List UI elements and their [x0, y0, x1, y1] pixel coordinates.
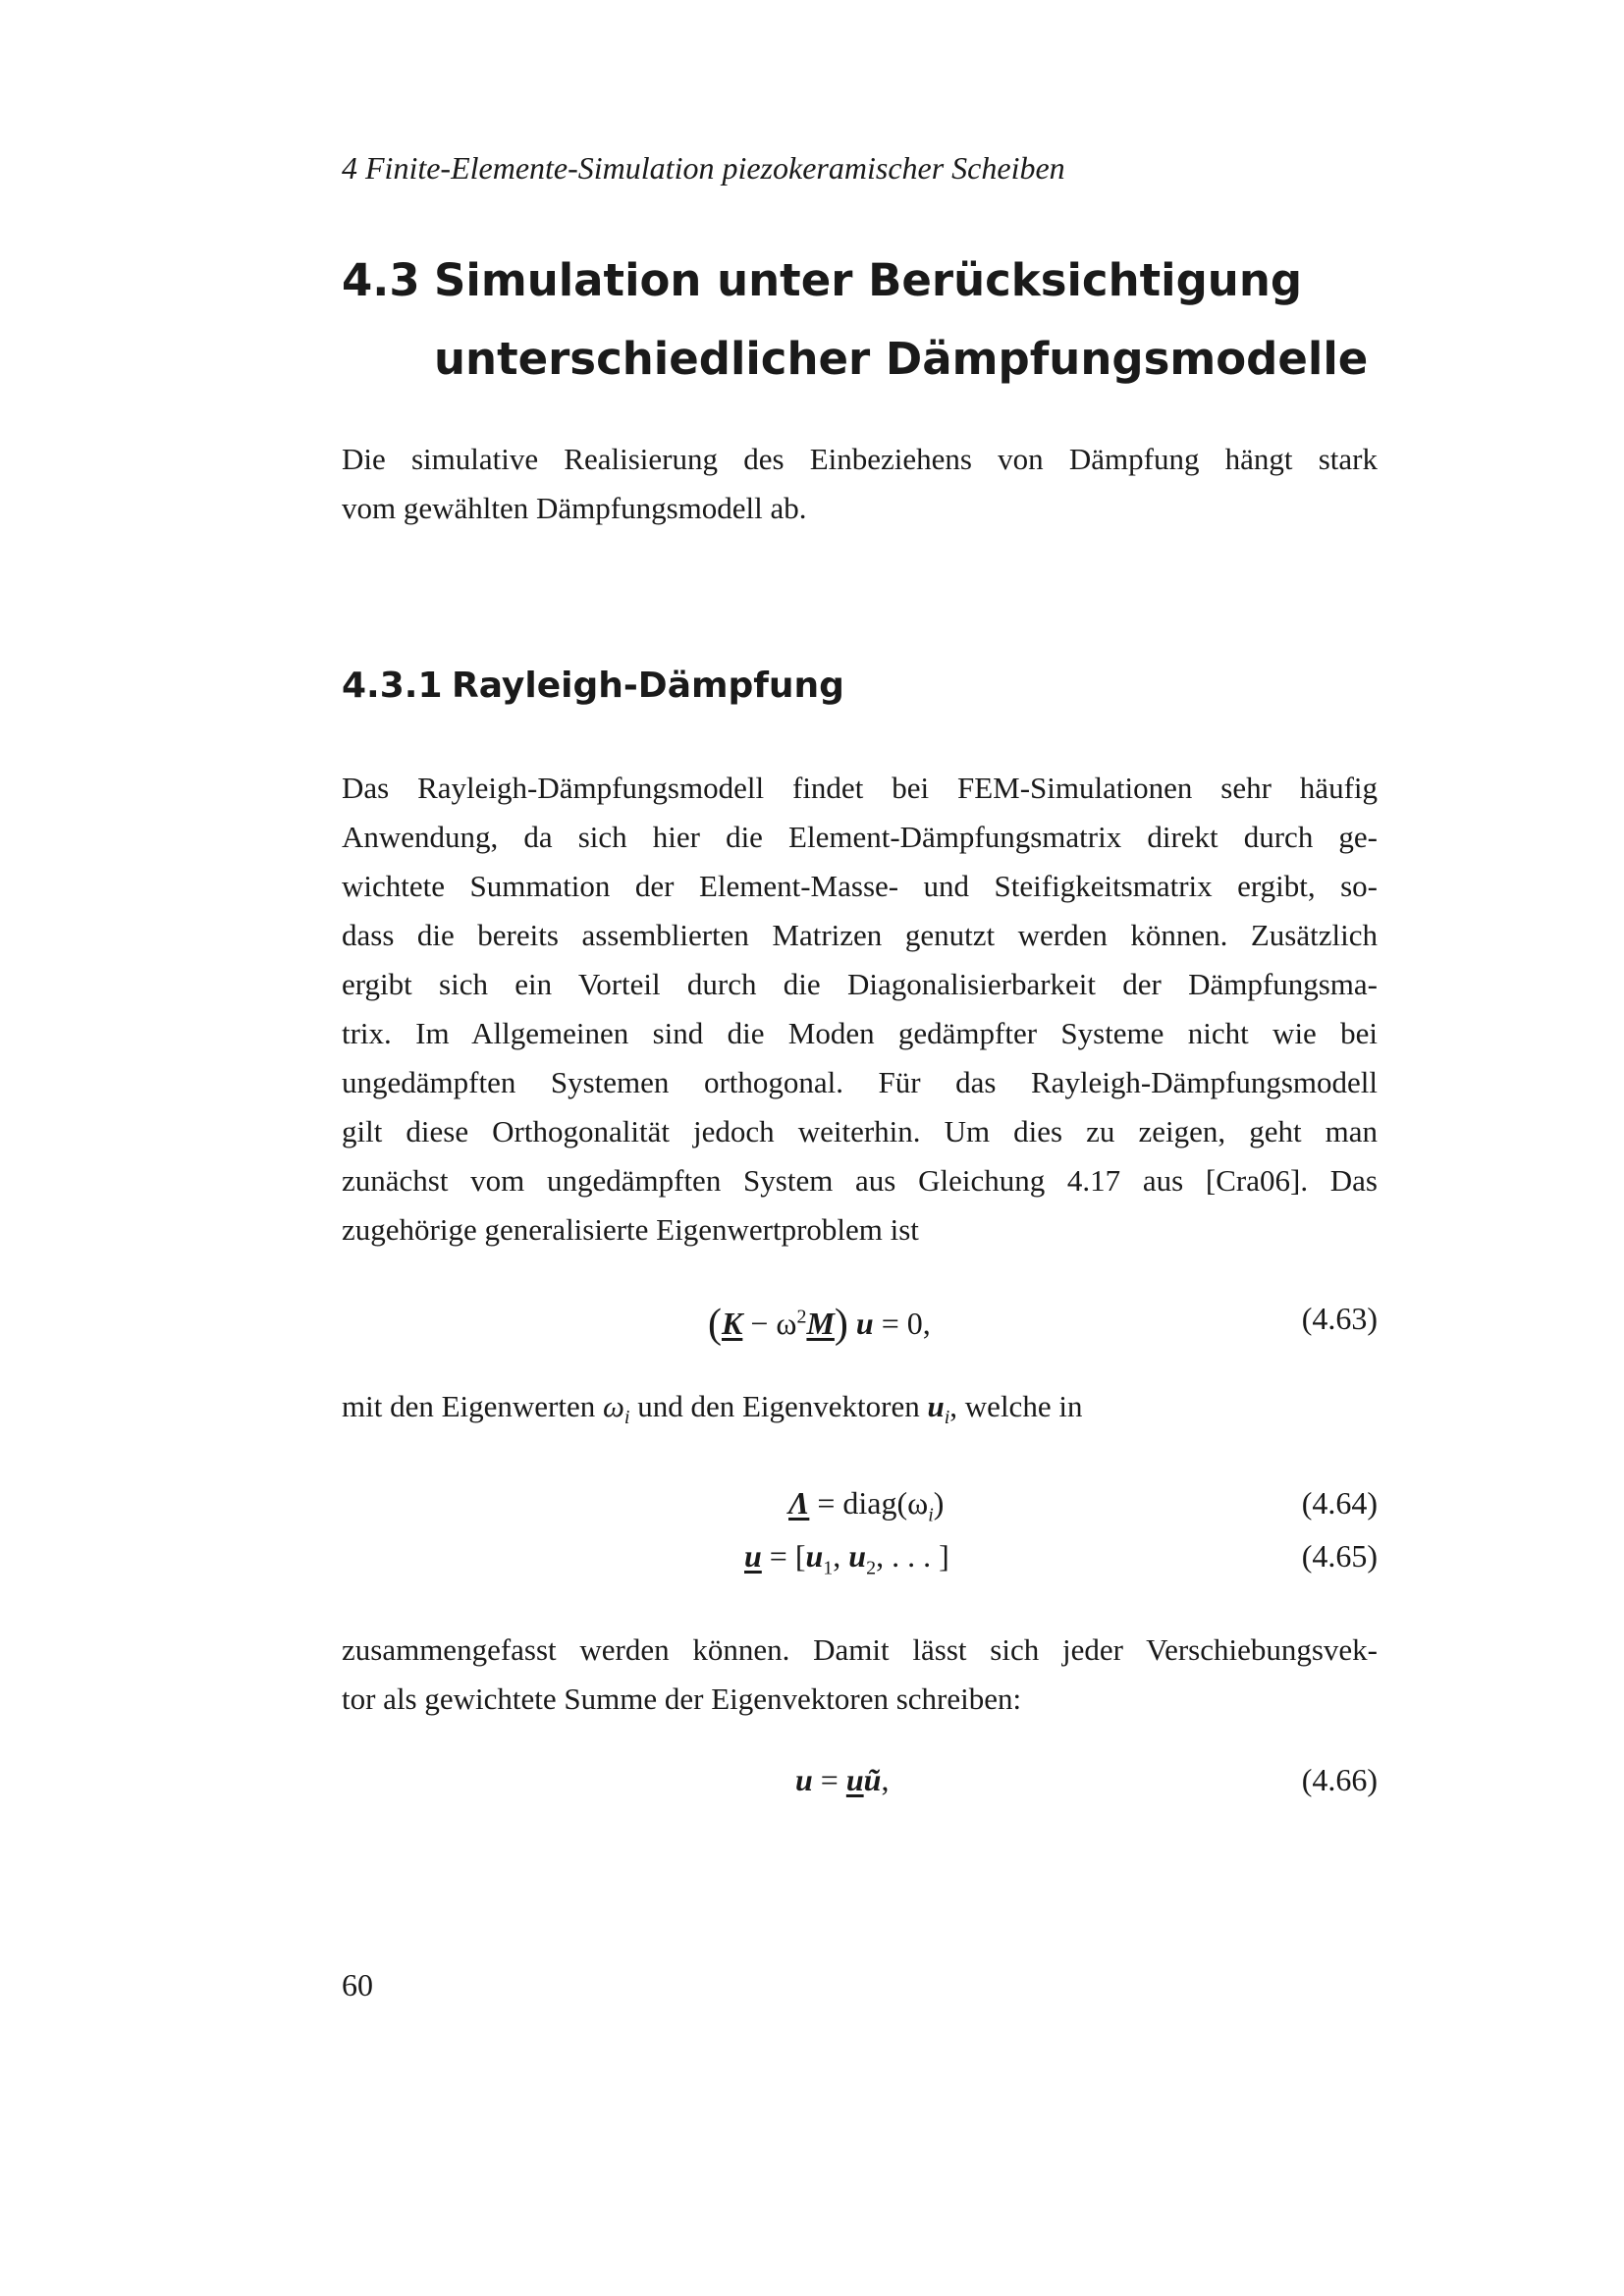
- text-line: mit den Eigenwerten $\omega_i$ und den Eigenvektoren $u_i$, welche in: [342, 1389, 1083, 1429]
- text-line: zusammengefasst werden können. Damit lässt sich jeder Verschiebungsvek-: [342, 1632, 1378, 1667]
- equation-body: u = uũ,: [795, 1762, 890, 1797]
- section-title-line-1: Simulation unter Berücksichtigung: [434, 254, 1303, 306]
- subsection-heading: [342, 666, 844, 706]
- text-line: ergibt sich ein Vorteil durch die Diagonalisierbarkeit der Dämpfungsma-: [342, 967, 1378, 1001]
- text-line: Die simulative Realisierung des Einbeziehens von Dämpfung hängt stark: [342, 442, 1378, 476]
- page-number: 60: [342, 1967, 373, 2002]
- equation-body: $(K - \omega^2M)$ u = 0,: [708, 1302, 931, 1347]
- subsection-number: 4.3.1: [342, 666, 443, 706]
- text-line: tor als gewichtete Summe der Eigenvektoren schreiben:: [342, 1682, 1022, 1716]
- text-line: dass die bereits assemblierten Matrizen genutzt werden können. Zusätzlich: [342, 918, 1378, 952]
- equation-4-65: [342, 1538, 1378, 1587]
- equation-4-66: [342, 1762, 1378, 1811]
- equation-number: (4.65): [1301, 1538, 1378, 1574]
- equation-body: $\Lambda = diag(\omega_i)$: [788, 1485, 945, 1526]
- text-line: zunächst vom ungedämpften System aus Gleichung 4.17 aus [Cra06]. Das: [342, 1163, 1378, 1198]
- equation-number: (4.64): [1301, 1485, 1378, 1521]
- text-line: zugehörige generalisierte Eigenwertproblem ist: [342, 1212, 919, 1247]
- section-heading: [342, 241, 1382, 399]
- intro-paragraph: [342, 435, 1378, 533]
- text-line: vom gewählten Dämpfungsmodell ab.: [342, 491, 807, 525]
- equation-number: (4.63): [1301, 1301, 1378, 1336]
- text-line: trix. Im Allgemeinen sind die Moden gedämpfter Systeme nicht wie bei: [342, 1016, 1378, 1050]
- text-line: wichtete Summation der Element-Masse- und Steifigkeitsmatrix ergibt, so-: [342, 869, 1378, 903]
- text-line: Anwendung, da sich hier die Element-Dämpfungsmatrix direkt durch ge-: [342, 820, 1378, 854]
- section-number: 4.3: [342, 254, 420, 306]
- subsection-title: Rayleigh-Dämpfung: [452, 666, 844, 706]
- equation-number: (4.66): [1301, 1762, 1378, 1797]
- text-line: gilt diese Orthogonalität jedoch weiterhin. Um dies zu zeigen, geht man: [342, 1114, 1378, 1148]
- running-head: 4 Finite-Elemente-Simulation piezokeramischer Scheiben: [342, 150, 1065, 186]
- equation-body: $u = [u_1$, $u_2$, . . . ]: [744, 1538, 949, 1579]
- equation-4-64: [342, 1485, 1378, 1534]
- text-line: Das Rayleigh-Dämpfungsmodell findet bei FEM-Simulationen sehr häufig: [342, 771, 1378, 805]
- eigenvalue-sentence: [342, 1382, 1378, 1442]
- equation-4-63: [342, 1301, 1378, 1350]
- text-line: ungedämpften Systemen orthogonal. Für das Rayleigh-Dämpfungsmodell: [342, 1065, 1378, 1099]
- rayleigh-paragraph: [342, 764, 1378, 1255]
- section-title-line-2: unterschiedlicher Dämpfungsmodelle: [434, 333, 1369, 385]
- displacement-paragraph: [342, 1626, 1378, 1724]
